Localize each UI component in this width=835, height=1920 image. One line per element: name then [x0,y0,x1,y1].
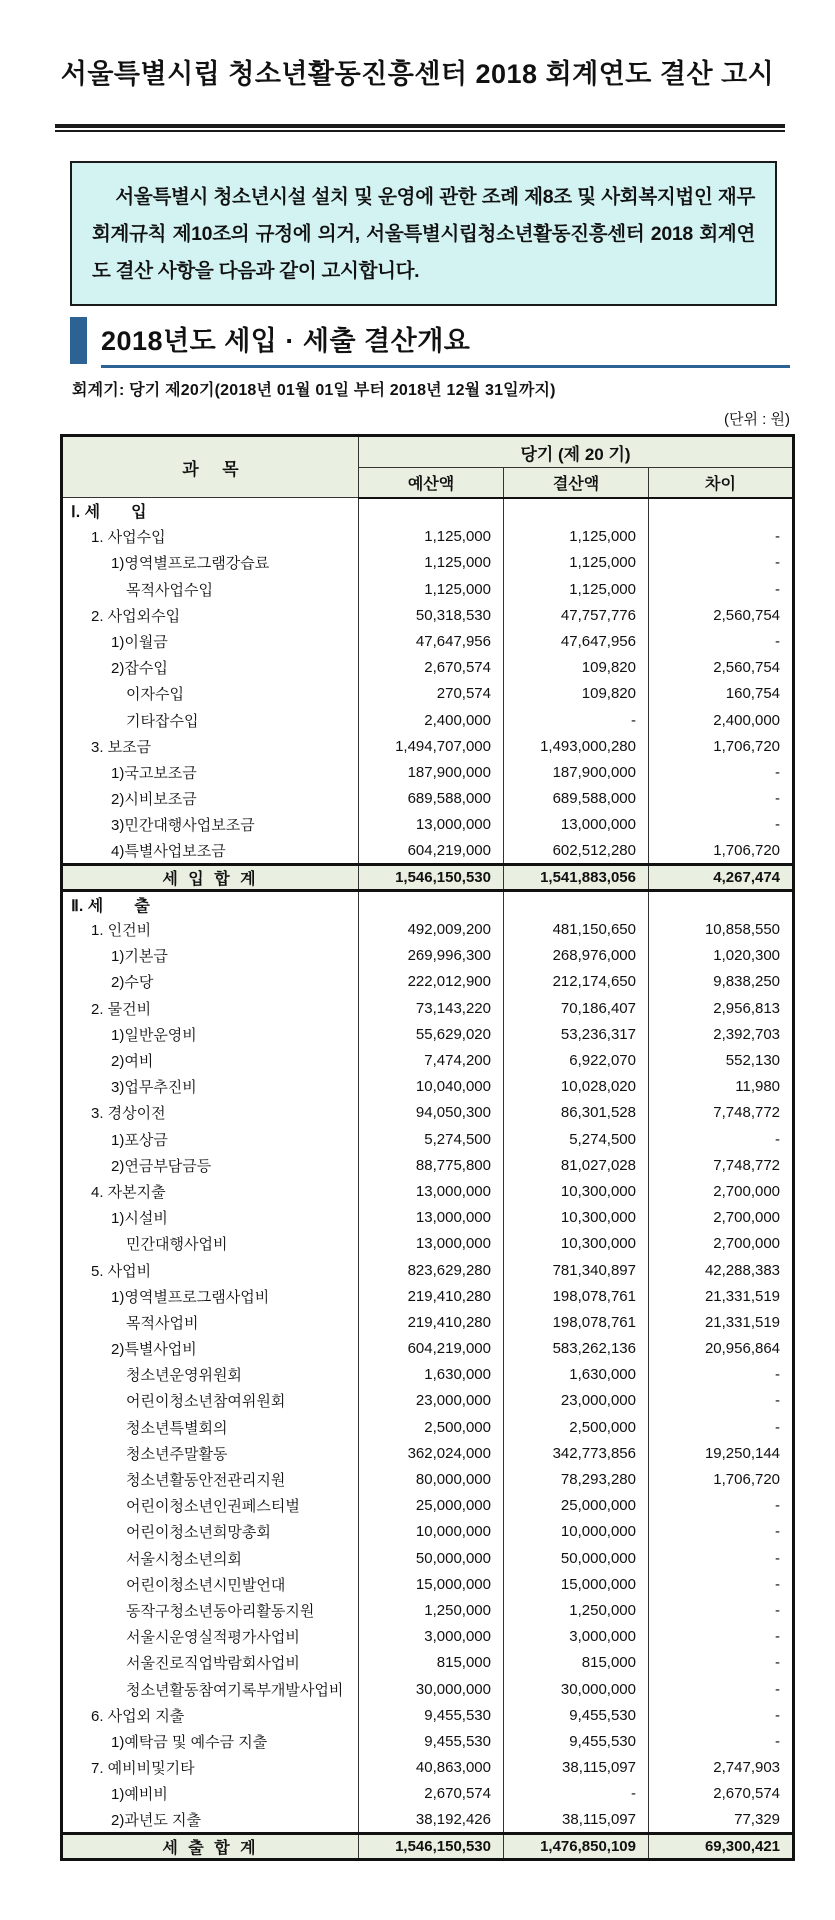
settlement-table [60,434,795,1861]
table-row [62,733,794,759]
intro-text: 서울특별시 청소년시설 설치 및 운영에 관한 조례 제8조 및 사회복지법인 재무회계규칙 제10조의 규정에 의거, 서울특별시립청소년활동진흥센터 2018 회계연도 결산 사항을 다음과 같이 고시합니다. [92,186,755,282]
subject-cell: 4. 자본지출 [62,1178,359,1204]
budget-cell: 187,900,000 [359,759,504,785]
table-row [62,1624,794,1650]
diff-cell [649,498,794,524]
table-row [62,1597,794,1623]
settlement-cell: 15,000,000 [504,1571,649,1597]
settlement-cell: 268,976,000 [504,943,649,969]
settlement-cell: 81,027,028 [504,1152,649,1178]
settlement-cell: 781,340,897 [504,1257,649,1283]
settlement-cell: 1,541,883,056 [504,864,649,890]
diff-cell: 10,858,550 [649,917,794,943]
settlement-cell: 78,293,280 [504,1466,649,1492]
subject-cell: 3. 보조금 [62,733,359,759]
table-row [62,1676,794,1702]
subject-cell: 7. 예비비및기타 [62,1755,359,1781]
budget-cell: 1,546,150,530 [359,864,504,890]
settlement-cell: 342,773,856 [504,1440,649,1466]
settlement-cell: 23,000,000 [504,1388,649,1414]
table-row [62,602,794,628]
diff-cell: 160,754 [649,681,794,707]
budget-cell: 1,250,000 [359,1597,504,1623]
budget-cell: 88,775,800 [359,1152,504,1178]
unit-label: (단위 : 원) [724,411,790,428]
budget-cell: 1,630,000 [359,1362,504,1388]
subject-cell: 2)수당 [62,969,359,995]
subject-cell: 어린이청소년참여위원회 [62,1388,359,1414]
budget-cell: 823,629,280 [359,1257,504,1283]
budget-cell: 23,000,000 [359,1388,504,1414]
table-row [62,1100,794,1126]
settlement-cell: 187,900,000 [504,759,649,785]
diff-cell: 1,706,720 [649,1466,794,1492]
diff-cell: 19,250,144 [649,1440,794,1466]
table-row [62,1702,794,1728]
table-row [62,1388,794,1414]
settlement-cell: 25,000,000 [504,1493,649,1519]
budget-cell: 25,000,000 [359,1493,504,1519]
budget-cell: 7,474,200 [359,1047,504,1073]
diff-cell: 21,331,519 [649,1283,794,1309]
budget-cell: 13,000,000 [359,1178,504,1204]
budget-cell [359,498,504,524]
subject-cell: 2)잡수입 [62,655,359,681]
subject-cell: 기타잡수입 [62,707,359,733]
table-row [62,1545,794,1571]
table-row [62,576,794,602]
table-row [62,1336,794,1362]
subject-cell: 1)포상금 [62,1126,359,1152]
diff-cell: - [649,1126,794,1152]
table-row [62,838,794,864]
section-title: 2018년도 세입 · 세출 결산개요 [101,326,471,356]
header-period-group: 당기 (제 20 기) [359,436,794,468]
settlement-cell: 1,493,000,280 [504,733,649,759]
budget-cell: 50,000,000 [359,1545,504,1571]
budget-cell: 55,629,020 [359,1021,504,1047]
subject-cell: 1)일반운영비 [62,1021,359,1047]
budget-cell: 219,410,280 [359,1309,504,1335]
table-row [62,1231,794,1257]
settlement-cell: 13,000,000 [504,812,649,838]
settlement-cell: 3,000,000 [504,1624,649,1650]
budget-cell [359,890,504,916]
subject-cell: 1)영역별프로그램강습료 [62,550,359,576]
settlement-cell: 602,512,280 [504,838,649,864]
table-row [62,1755,794,1781]
diff-cell: - [649,1597,794,1623]
table-row [62,1047,794,1073]
table-section-row [62,498,794,524]
subject-cell: 2)과년도 지출 [62,1807,359,1833]
settlement-cell: 198,078,761 [504,1309,649,1335]
settlement-cell: 47,757,776 [504,602,649,628]
subject-cell: 3)민간대행사업보조금 [62,812,359,838]
page-title: 서울특별시립 청소년활동진흥센터 2018 회계연도 결산 고시 [60,59,775,89]
settlement-cell: 815,000 [504,1650,649,1676]
table-row [62,1728,794,1754]
settlement-cell: - [504,707,649,733]
budget-cell: 1,494,707,000 [359,733,504,759]
subject-cell: 1)기본급 [62,943,359,969]
settlement-cell: 689,588,000 [504,786,649,812]
subject-cell: Ⅰ. 세 입 [62,498,359,524]
subject-cell: 서울진로직업박람회사업비 [62,1650,359,1676]
subject-cell: 세 입 합 계 [62,864,359,890]
table-row [62,1126,794,1152]
subject-cell: 어린이청소년시민발언대 [62,1571,359,1597]
settlement-cell: 1,125,000 [504,576,649,602]
subject-cell: 1)이월금 [62,628,359,654]
subject-cell: 목적사업수입 [62,576,359,602]
budget-cell: 3,000,000 [359,1624,504,1650]
subject-cell: 2. 물건비 [62,995,359,1021]
table-row [62,1650,794,1676]
settlement-cell: 50,000,000 [504,1545,649,1571]
table-row [62,786,794,812]
title-divider [55,124,785,132]
settlement-cell: 10,028,020 [504,1074,649,1100]
subject-cell: 1. 사업수입 [62,524,359,550]
budget-cell: 73,143,220 [359,995,504,1021]
diff-cell: 7,748,772 [649,1100,794,1126]
settlement-cell: 5,274,500 [504,1126,649,1152]
budget-cell: 1,125,000 [359,524,504,550]
subject-cell: 2)시비보조금 [62,786,359,812]
subject-cell: 5. 사업비 [62,1257,359,1283]
header-budget: 예산액 [359,468,504,498]
diff-cell: 42,288,383 [649,1257,794,1283]
diff-cell: 1,706,720 [649,733,794,759]
diff-cell: - [649,812,794,838]
budget-cell: 362,024,000 [359,1440,504,1466]
subject-cell: Ⅱ. 세 출 [62,890,359,916]
diff-cell: - [649,1493,794,1519]
table-row [62,1440,794,1466]
table-row [62,550,794,576]
diff-cell: 2,400,000 [649,707,794,733]
diff-cell: - [649,1624,794,1650]
diff-cell [649,890,794,916]
diff-cell: 2,392,703 [649,1021,794,1047]
table-row [62,1781,794,1807]
budget-cell: 15,000,000 [359,1571,504,1597]
settlement-cell: 38,115,097 [504,1755,649,1781]
header-diff: 차이 [649,468,794,498]
subject-cell: 청소년주말활동 [62,1440,359,1466]
diff-cell: 2,560,754 [649,655,794,681]
fiscal-period-text: 회계기: 당기 제20기(2018년 01월 01일 부터 2018년 12월 31일까지) [72,382,556,399]
table-row [62,917,794,943]
subject-cell: 1. 인건비 [62,917,359,943]
settlement-cell: 1,630,000 [504,1362,649,1388]
settlement-cell: 212,174,650 [504,969,649,995]
budget-cell: 30,000,000 [359,1676,504,1702]
budget-cell: 1,546,150,530 [359,1833,504,1859]
table-row [62,655,794,681]
budget-cell: 604,219,000 [359,838,504,864]
subject-cell: 4)특별사업보조금 [62,838,359,864]
diff-cell: 4,267,474 [649,864,794,890]
header-settlement: 결산액 [504,468,649,498]
settlement-cell: 1,476,850,109 [504,1833,649,1859]
subject-cell: 청소년활동참여기록부개발사업비 [62,1676,359,1702]
settlement-cell: 109,820 [504,655,649,681]
budget-cell: 219,410,280 [359,1283,504,1309]
budget-cell: 38,192,426 [359,1807,504,1833]
budget-cell: 2,400,000 [359,707,504,733]
diff-cell: 2,700,000 [649,1231,794,1257]
budget-cell: 10,040,000 [359,1074,504,1100]
diff-cell: - [649,576,794,602]
diff-cell: 1,020,300 [649,943,794,969]
diff-cell: 552,130 [649,1047,794,1073]
table-row [62,943,794,969]
table-header [62,436,794,498]
table-row [62,1205,794,1231]
budget-cell: 13,000,000 [359,1205,504,1231]
settlement-cell: 109,820 [504,681,649,707]
budget-cell: 689,588,000 [359,786,504,812]
settlement-cell: 38,115,097 [504,1807,649,1833]
diff-cell: 2,700,000 [649,1178,794,1204]
diff-cell: 21,331,519 [649,1309,794,1335]
table-total-row [62,864,794,890]
budget-cell: 1,125,000 [359,550,504,576]
budget-cell: 604,219,000 [359,1336,504,1362]
table-row [62,1362,794,1388]
table-row [62,1571,794,1597]
subject-cell: 어린이청소년인권페스티벌 [62,1493,359,1519]
subject-cell: 동작구청소년동아리활동지원 [62,1597,359,1623]
budget-cell: 9,455,530 [359,1728,504,1754]
table-total-row [62,1833,794,1859]
budget-cell: 47,647,956 [359,628,504,654]
subject-cell: 1)시설비 [62,1205,359,1231]
diff-cell: 2,700,000 [649,1205,794,1231]
table-row [62,681,794,707]
table-row [62,1283,794,1309]
section-header [70,317,790,368]
settlement-cell: - [504,1781,649,1807]
table-row [62,1074,794,1100]
budget-cell: 269,996,300 [359,943,504,969]
table-row [62,1519,794,1545]
header-subject: 과 목 [62,436,359,498]
settlement-cell: 10,000,000 [504,1519,649,1545]
subject-cell: 세 출 합 계 [62,1833,359,1859]
diff-cell: - [649,1676,794,1702]
diff-cell: - [649,550,794,576]
diff-cell: 2,560,754 [649,602,794,628]
diff-cell: 2,956,813 [649,995,794,1021]
budget-cell: 270,574 [359,681,504,707]
table-row [62,759,794,785]
budget-cell: 13,000,000 [359,812,504,838]
settlement-cell: 481,150,650 [504,917,649,943]
budget-cell: 5,274,500 [359,1126,504,1152]
settlement-cell: 583,262,136 [504,1336,649,1362]
budget-cell: 492,009,200 [359,917,504,943]
subject-cell: 2)연금부담금등 [62,1152,359,1178]
subject-cell: 2. 사업외수입 [62,602,359,628]
settlement-cell: 30,000,000 [504,1676,649,1702]
diff-cell: - [649,1571,794,1597]
subject-cell: 3)업무추진비 [62,1074,359,1100]
table-row [62,524,794,550]
settlement-cell: 6,922,070 [504,1047,649,1073]
budget-cell: 815,000 [359,1650,504,1676]
settlement-cell: 53,236,317 [504,1021,649,1047]
diff-cell: 2,747,903 [649,1755,794,1781]
table-row [62,1466,794,1492]
budget-cell: 10,000,000 [359,1519,504,1545]
table-row [62,812,794,838]
diff-cell: 2,670,574 [649,1781,794,1807]
section-accent-bar [70,317,87,364]
settlement-cell: 70,186,407 [504,995,649,1021]
subject-cell: 2)여비 [62,1047,359,1073]
budget-cell: 9,455,530 [359,1702,504,1728]
subject-cell: 3. 경상이전 [62,1100,359,1126]
diff-cell: - [649,1519,794,1545]
budget-cell: 40,863,000 [359,1755,504,1781]
table-row [62,1414,794,1440]
diff-cell: - [649,628,794,654]
table-row [62,969,794,995]
subject-cell: 6. 사업외 지출 [62,1702,359,1728]
diff-cell: 69,300,421 [649,1833,794,1859]
subject-cell: 1)예탁금 및 예수금 지출 [62,1728,359,1754]
budget-cell: 1,125,000 [359,576,504,602]
budget-cell: 94,050,300 [359,1100,504,1126]
diff-cell: - [649,1362,794,1388]
budget-cell: 222,012,900 [359,969,504,995]
budget-cell: 2,500,000 [359,1414,504,1440]
budget-cell: 50,318,530 [359,602,504,628]
subject-cell: 어린이청소년희망총회 [62,1519,359,1545]
diff-cell: 20,956,864 [649,1336,794,1362]
subject-cell: 1)예비비 [62,1781,359,1807]
settlement-cell: 10,300,000 [504,1178,649,1204]
subject-cell: 목적사업비 [62,1309,359,1335]
settlement-cell [504,890,649,916]
settlement-cell [504,498,649,524]
subject-cell: 청소년운영위원회 [62,1362,359,1388]
settlement-cell: 86,301,528 [504,1100,649,1126]
diff-cell: - [649,1388,794,1414]
diff-cell: - [649,1702,794,1728]
diff-cell: 9,838,250 [649,969,794,995]
diff-cell: - [649,786,794,812]
table-row [62,1309,794,1335]
intro-box [70,161,777,306]
table-row [62,707,794,733]
subject-cell: 서울시운영실적평가사업비 [62,1624,359,1650]
settlement-cell: 1,125,000 [504,524,649,550]
diff-cell: - [649,524,794,550]
diff-cell: 77,329 [649,1807,794,1833]
diff-cell: 1,706,720 [649,838,794,864]
diff-cell: 7,748,772 [649,1152,794,1178]
subject-cell: 1)영역별프로그램사업비 [62,1283,359,1309]
diff-cell: - [649,1545,794,1571]
table-row [62,995,794,1021]
settlement-cell: 10,300,000 [504,1205,649,1231]
table-body [62,498,794,1860]
table-section-row [62,890,794,916]
subject-cell: 청소년특별회의 [62,1414,359,1440]
settlement-cell: 2,500,000 [504,1414,649,1440]
subject-cell: 2)특별사업비 [62,1336,359,1362]
diff-cell: - [649,1728,794,1754]
diff-cell: - [649,759,794,785]
settlement-cell: 47,647,956 [504,628,649,654]
settlement-cell: 9,455,530 [504,1702,649,1728]
subject-cell: 민간대행사업비 [62,1231,359,1257]
settlement-cell: 1,250,000 [504,1597,649,1623]
table-row [62,1493,794,1519]
budget-cell: 2,670,574 [359,655,504,681]
table-row [62,1178,794,1204]
section-title-underline [101,317,790,368]
budget-cell: 13,000,000 [359,1231,504,1257]
table-row [62,1152,794,1178]
table-row [62,1807,794,1833]
settlement-cell: 9,455,530 [504,1728,649,1754]
settlement-cell: 198,078,761 [504,1283,649,1309]
budget-cell: 2,670,574 [359,1781,504,1807]
budget-cell: 80,000,000 [359,1466,504,1492]
subject-cell: 서울시청소년의회 [62,1545,359,1571]
settlement-cell: 10,300,000 [504,1231,649,1257]
diff-cell: 11,980 [649,1074,794,1100]
table-row [62,1021,794,1047]
diff-cell: - [649,1650,794,1676]
table-row [62,1257,794,1283]
subject-cell: 이자수입 [62,681,359,707]
subject-cell: 1)국고보조금 [62,759,359,785]
table-row [62,628,794,654]
settlement-cell: 1,125,000 [504,550,649,576]
subject-cell: 청소년활동안전관리지원 [62,1466,359,1492]
diff-cell: - [649,1414,794,1440]
